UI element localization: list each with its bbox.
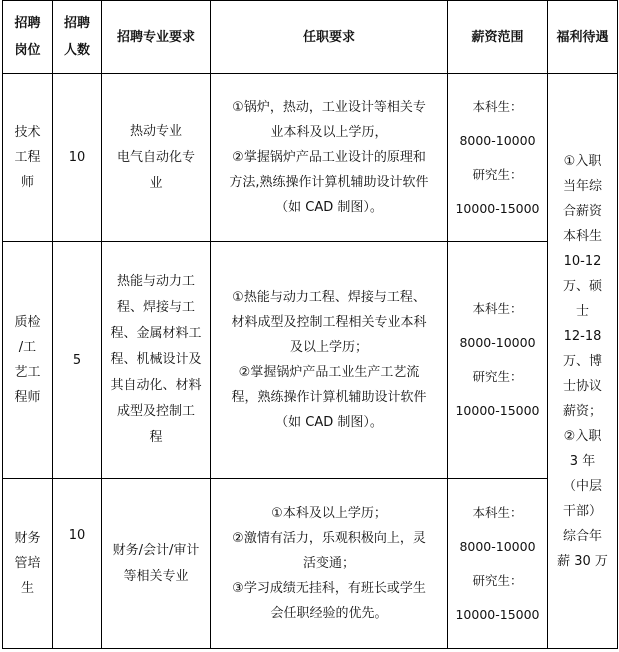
salary-line: 8000-10000 — [459, 538, 536, 554]
requirement-line: ②掌握锅炉产品工业设计的原理和 — [232, 150, 426, 165]
position-line: 财务 — [14, 531, 41, 546]
benefit-line: 薪 30 万 — [557, 553, 608, 569]
major-cell — [102, 479, 211, 649]
requirement-line: 方法,熟练操作计算机辅助设计软件 — [229, 175, 429, 190]
header-count-line: 招聘 — [63, 16, 90, 31]
benefit-line: （中层 — [562, 478, 602, 494]
requirement-line: （如 CAD 制图）。 — [275, 200, 383, 215]
requirements-cell — [211, 479, 448, 649]
benefit-line: 10-12 — [563, 253, 602, 269]
requirements-cell — [211, 242, 448, 479]
requirement-line: 程，熟练操作计算机辅助设计软件 — [231, 390, 427, 405]
count-cell: 10 — [53, 479, 102, 649]
salary-line: 本科生： — [472, 301, 523, 316]
requirement-line: 活变通； — [302, 556, 355, 571]
benefit-line: 本科生 — [562, 228, 602, 244]
position-line: 生 — [20, 581, 34, 596]
benefit-line: 万、硕 — [562, 278, 602, 294]
major-line: 程 — [149, 430, 163, 445]
salary-line: 10000-15000 — [455, 403, 540, 418]
count-cell: 5 — [53, 242, 102, 479]
benefits-cell — [548, 74, 618, 649]
salary-line: 研究生： — [472, 166, 523, 182]
benefit-line: ①入职 — [563, 153, 602, 169]
position-line: 艺工 — [14, 365, 41, 380]
count-cell: 10 — [53, 74, 102, 242]
salary-line: 研究生： — [472, 572, 523, 588]
requirement-line: ①本科及以上学历； — [271, 506, 387, 521]
header-count-line: 人数 — [63, 43, 90, 58]
requirement-line: （如 CAD 制图）。 — [275, 415, 383, 430]
position-cell — [3, 242, 53, 479]
requirement-line: 会任职经验的优先。 — [270, 606, 388, 621]
benefit-line: 万、博 — [562, 353, 602, 369]
benefit-line: ②入职 — [563, 428, 602, 444]
major-line: 等相关专业 — [123, 568, 189, 584]
benefit-line: 综合年 — [562, 528, 602, 544]
benefit-line: 12-18 — [563, 328, 602, 344]
header-row — [3, 1, 618, 74]
benefit-line: 干部） — [562, 503, 602, 519]
benefit-line: 士协议 — [562, 378, 602, 394]
position-cell — [3, 74, 53, 242]
header-benefits: 福利待遇 — [548, 1, 618, 74]
major-line: 程、机械设计及 — [110, 352, 202, 367]
benefit-line: 3 年 — [569, 453, 596, 469]
major-line: 热能与动力工 — [116, 274, 195, 289]
header-major: 招聘专业要求 — [102, 1, 211, 74]
benefit-line: 当年综 — [562, 178, 602, 194]
position-line: 师 — [20, 175, 34, 190]
salary-line: 研究生： — [472, 369, 523, 384]
header-position — [3, 1, 53, 74]
major-cell — [102, 74, 211, 242]
salary-line: 10000-15000 — [455, 200, 540, 216]
table-row — [3, 479, 618, 649]
position-line: 工程 — [14, 150, 41, 165]
requirement-line: ①热能与动力工程、焊接与工程、 — [232, 290, 426, 305]
major-line: 业 — [149, 175, 163, 191]
salary-line: 8000-10000 — [459, 132, 536, 148]
salary-line: 10000-15000 — [455, 606, 540, 622]
position-line: 质检 — [14, 315, 41, 330]
major-line: 程、焊接与工 — [116, 300, 195, 315]
major-line: 电气自动化专 — [116, 149, 195, 165]
requirement-line: 及以上学历； — [289, 340, 368, 355]
header-position-line: 岗位 — [14, 43, 41, 58]
salary-cell — [448, 479, 548, 649]
requirement-line: 材料成型及控制工程相关专业本科 — [231, 315, 427, 330]
major-line: 其自动化、材料 — [110, 378, 202, 393]
major-cell — [102, 242, 211, 479]
header-count — [53, 1, 102, 74]
recruitment-table — [2, 0, 618, 649]
benefit-line: 薪资； — [562, 403, 602, 419]
salary-line: 8000-10000 — [459, 335, 536, 350]
major-line: 热动专业 — [129, 123, 182, 139]
major-line: 财务/会计/审计 — [112, 542, 200, 558]
salary-line: 本科生： — [472, 504, 523, 520]
requirements-cell — [211, 74, 448, 242]
requirement-line: ③学习成绩无挂科，有班长或学生 — [232, 581, 426, 596]
header-requirements: 任职要求 — [211, 1, 448, 74]
position-line: 程师 — [14, 390, 41, 405]
salary-cell — [448, 242, 548, 479]
table-row — [3, 74, 618, 242]
major-line: 成型及控制工 — [116, 404, 195, 419]
header-position-line: 招聘 — [14, 16, 41, 31]
major-line: 程、金属材料工 — [110, 326, 202, 341]
requirement-line: ②激情有活力，乐观积极向上，灵 — [232, 531, 426, 546]
salary-cell — [448, 74, 548, 242]
header-salary: 薪资范围 — [448, 1, 548, 74]
benefit-line: 士 — [575, 303, 589, 319]
benefit-line: 合薪资 — [562, 203, 602, 219]
position-cell — [3, 479, 53, 649]
requirement-line: ①锅炉，热动，工业设计等相关专 — [232, 100, 426, 115]
requirement-line: ②掌握锅炉产品工业生产工艺流 — [238, 365, 420, 380]
position-line: 管培 — [14, 556, 41, 571]
table-row — [3, 242, 618, 479]
position-line: /工 — [18, 340, 37, 355]
salary-line: 本科生： — [472, 98, 523, 114]
position-line: 技术 — [14, 125, 41, 140]
requirement-line: 业本科及以上学历， — [270, 125, 388, 140]
